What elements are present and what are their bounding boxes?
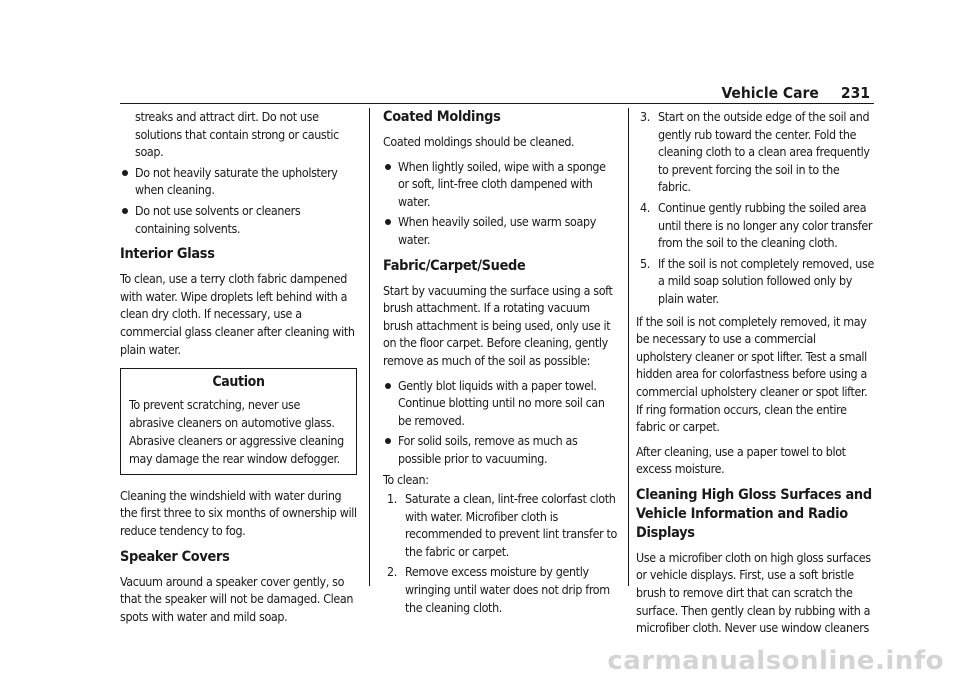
step-number: 4. xyxy=(640,199,650,215)
caution-title: Caution xyxy=(212,374,265,391)
speaker-covers-text: Vacuum around a speaker cover gently, so that the speaker will not be damaged. Clean spots with water and mild soap. xyxy=(120,573,354,624)
step-text: Start on the outside edge of the soil and gently rub toward the center. Fold the cleaning cloth to a clean area frequently to prevent forcing the soil in to the fabric. xyxy=(658,109,870,195)
step-text: If the soil is not completely removed, use a mild soap solution followed only by plain water. xyxy=(658,255,874,306)
step-text: Continue gently rubbing the soiled area until there is no longer any color transfer from the soil to the cleaning cloth. xyxy=(658,199,873,251)
heading-interior-glass: Interior Glass xyxy=(120,246,215,263)
cleaning-steps-list-continued xyxy=(636,108,874,308)
list-item: When lightly soiled, wipe with a sponge or soft, lint-free cloth dampened with water. xyxy=(383,158,619,211)
step-number: 5. xyxy=(640,255,650,271)
step-number: 1. xyxy=(387,491,397,507)
list-item xyxy=(383,563,619,616)
list-item xyxy=(636,255,874,308)
step-text: Saturate a clean, lint-free colorfast cloth with water. Microfiber cloth is recommended to prevent lint transfer to the fabric or carpet. xyxy=(405,491,617,559)
commercial-cleaner-text: If the soil is not completely removed, it may be necessary to use a commercial upholstery cleaner or spot lifter. Test a small hidden area for colorfastness before using a commercial upholstery cleaner or spot lifter. If ring formation occurs, clean the entire fabric or carpet. xyxy=(636,313,868,435)
heading-fabric-carpet-suede: Fabric/Carpet/Suede xyxy=(383,257,526,274)
heading-high-gloss-surfaces: Cleaning High Gloss Surfaces and Vehicle Information and Radio Displays xyxy=(636,486,872,541)
interior-glass-text: To clean, use a terry cloth fabric dampened with water. Wipe droplets left behind with a clean dry cloth. If necessary, use a commercial glass cleaner after cleaning with plain water. xyxy=(120,271,355,357)
list-item xyxy=(636,199,874,252)
fabric-bullet-list xyxy=(383,377,619,468)
coated-moldings-bullet-list xyxy=(383,158,619,249)
column-1 xyxy=(120,108,357,632)
column-divider-right xyxy=(628,108,629,586)
list-item: Do not use solvents or cleaners containing solvents. xyxy=(120,202,357,237)
list-item: For solid soils, remove as much as possible prior to vacuuming. xyxy=(383,432,619,467)
continued-bullet-text: streaks and attract dirt. Do not use solutions that contain strong or caustic soap. xyxy=(135,109,339,160)
to-clean-label: To clean: xyxy=(383,471,429,487)
header-rule xyxy=(120,103,874,104)
windshield-text: Cleaning the windshield with water during the first three to six months of ownership will reduce tendency to fog. xyxy=(120,487,357,538)
high-gloss-text: Use a microfiber cloth on high gloss surfaces or vehicle displays. First, use a soft bristle brush to remove dirt that can scratch the surface. Then gently clean by rubbing with a microfiber cloth. Never use window cleaners xyxy=(636,549,871,636)
step-number: 3. xyxy=(640,109,650,124)
column-3 xyxy=(636,108,874,644)
caution-text: To prevent scratching, never use abrasive cleaners on automotive glass. Abrasive cleaners or aggressive cleaning may damage the rear window defogger. xyxy=(129,396,344,466)
section-title: Vehicle Care xyxy=(721,84,819,102)
fabric-intro-text: Start by vacuuming the surface using a soft brush attachment. If a rotating vacuum brush attachment is being used, only use it on the floor carpet. Before cleaning, gently remove as much of the soil as possible: xyxy=(383,282,613,368)
step-number: 2. xyxy=(387,564,397,580)
watermark: carmanualsonline.info xyxy=(607,646,944,676)
caution-box xyxy=(120,368,357,475)
step-text: Remove excess moisture by gently wringing until water does not drip from the cleaning cloth. xyxy=(405,564,610,615)
list-item: When heavily soiled, use warm soapy water. xyxy=(383,213,619,248)
heading-coated-moldings: Coated Moldings xyxy=(383,109,501,125)
column-2 xyxy=(383,108,619,621)
list-item xyxy=(636,108,874,196)
column-divider-left xyxy=(369,108,370,586)
cleaning-steps-list xyxy=(383,490,619,616)
heading-speaker-covers: Speaker Covers xyxy=(120,548,230,565)
list-item: Do not heavily saturate the upholstery when cleaning. xyxy=(120,164,357,199)
list-item xyxy=(383,490,619,560)
after-cleaning-text: After cleaning, use a paper towel to blot excess moisture. xyxy=(636,443,846,477)
upholstery-bullet-list xyxy=(120,164,357,237)
coated-moldings-text: Coated moldings should be cleaned. xyxy=(383,134,575,149)
list-item: Gently blot liquids with a paper towel. Continue blotting until no more soil can be removed. xyxy=(383,377,619,430)
page-header xyxy=(721,84,870,102)
page-number: 231 xyxy=(840,84,870,102)
